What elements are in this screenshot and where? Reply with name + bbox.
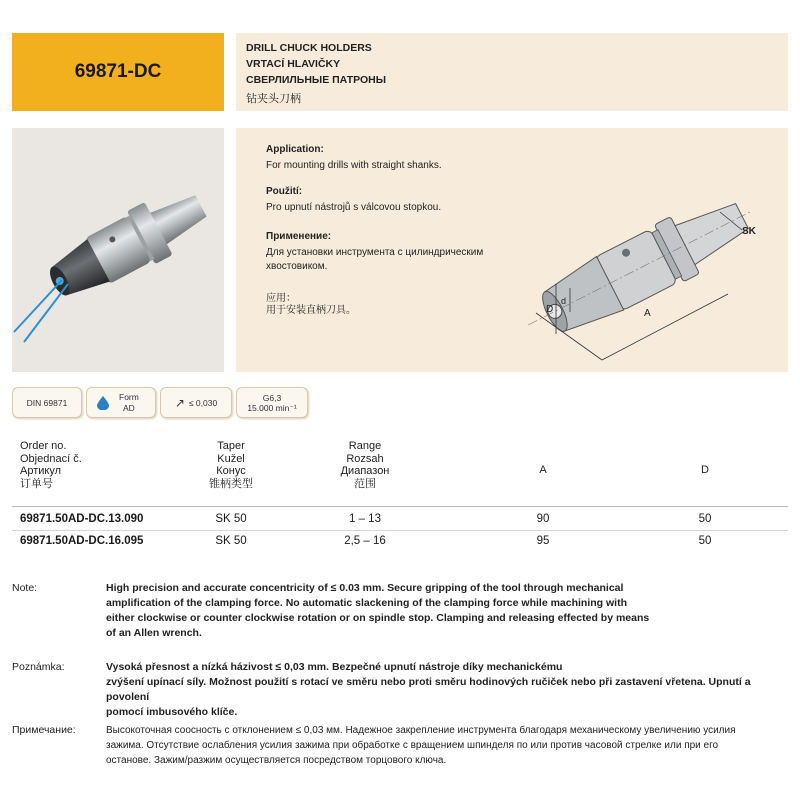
application-heading-cz: Použití: bbox=[266, 186, 303, 197]
product-photo bbox=[12, 128, 224, 372]
cell-range: 1 – 13 bbox=[349, 513, 381, 525]
col-header-order bbox=[20, 440, 82, 490]
form-badge bbox=[86, 387, 156, 418]
note-ru-line: зажима. Отсутствие ослабления усилия зажима при обработке с вращением шпинделя по или против часовой стрелке или при его bbox=[106, 740, 719, 751]
table-row-divider bbox=[12, 530, 788, 531]
holder-outline bbox=[524, 183, 765, 354]
cell-taper: SK 50 bbox=[215, 535, 247, 547]
coolant-drop-icon bbox=[97, 396, 109, 410]
dim-label-a: A bbox=[644, 308, 651, 319]
cell-range: 2,5 – 16 bbox=[344, 535, 386, 547]
runout-arrow-icon: ↗ bbox=[174, 395, 185, 410]
technical-drawing bbox=[524, 166, 784, 366]
header-taper-en: Taper bbox=[217, 440, 245, 452]
header-taper-cz: Kužel bbox=[217, 452, 245, 465]
cell-order: 69871.50AD-DC.16.095 bbox=[20, 535, 144, 547]
application-text-ru-1: Для установки инструмента с цилиндрическим bbox=[266, 247, 484, 258]
note-cz-line: Vysoká přesnost a nízká házivost ≤ 0,03 mm. Bezpečné upnutí nástroje díky mechanickému bbox=[106, 661, 563, 673]
header-order-ru: Артикул bbox=[20, 465, 62, 477]
runout-badge bbox=[160, 387, 232, 418]
header-order-zh: 订单号 bbox=[20, 477, 53, 490]
dim-label-d-lower: d bbox=[561, 296, 567, 306]
application-text-cz: Pro upnutí nástrojů s válcovou stopkou. bbox=[266, 202, 442, 213]
application-heading-zh: 应用： bbox=[266, 293, 296, 304]
din-badge bbox=[12, 387, 82, 418]
cell-a: 95 bbox=[536, 535, 550, 547]
application-box bbox=[236, 128, 788, 372]
title-zh: 钻夹头刀柄 bbox=[246, 93, 301, 105]
runout-value: ≤ 0,030 bbox=[188, 397, 218, 408]
application-text-ru-2: хвостовиком. bbox=[266, 261, 328, 272]
balance-grade: G6,3 bbox=[262, 392, 282, 403]
cell-taper: SK 50 bbox=[215, 513, 247, 525]
header-taper-ru: Конус bbox=[216, 465, 246, 477]
product-code: 69871-DC bbox=[74, 61, 162, 82]
application-heading-en: Application: bbox=[266, 144, 324, 155]
col-header-range bbox=[310, 440, 420, 490]
note-text-cz bbox=[106, 660, 786, 720]
dim-label-d-upper: D bbox=[546, 304, 554, 315]
product-code-box bbox=[12, 33, 224, 111]
header-order-cz: Objednací č. bbox=[20, 452, 82, 465]
cell-order: 69871.50AD-DC.13.090 bbox=[20, 513, 144, 525]
header-range-ru: Диапазон bbox=[340, 465, 390, 477]
dim-label-sk: SK bbox=[742, 226, 756, 237]
form-value: AD bbox=[123, 402, 135, 413]
note-label-en: Note: bbox=[12, 582, 38, 594]
application-heading-ru: Применение: bbox=[266, 231, 332, 242]
application-text-en: For mounting drills with straight shanks. bbox=[266, 160, 442, 171]
header-order-en: Order no. bbox=[20, 440, 67, 452]
note-en-line: High precision and accurate concentricity of ≤ 0.03 mm. Secure gripping of the tool through mechanical bbox=[106, 582, 624, 594]
col-header-a: A bbox=[539, 464, 547, 476]
note-en-line: either clockwise or counter clockwise rotation or on spindle stop. Clamping and releasing effected by means bbox=[106, 612, 650, 624]
cell-d: 50 bbox=[698, 513, 712, 525]
note-en-line: amplification of the clamping force. No automatic slackening of the clamping force while machining with bbox=[106, 597, 627, 609]
header-range-zh: 范围 bbox=[354, 477, 376, 490]
note-label-ru: Примечание: bbox=[12, 724, 76, 736]
balance-badge bbox=[236, 387, 308, 418]
drill-chuck-photo bbox=[12, 128, 224, 372]
col-header-d: D bbox=[701, 464, 709, 476]
cell-a: 90 bbox=[536, 513, 550, 525]
note-cz-line: pomocí imbusového klíče. bbox=[106, 706, 238, 718]
table-header-divider bbox=[12, 506, 788, 507]
note-text-ru bbox=[106, 723, 786, 768]
note-text-en bbox=[106, 581, 786, 641]
form-label: Form bbox=[119, 391, 139, 402]
header-range-cz: Rozsah bbox=[346, 452, 384, 465]
header-range-en: Range bbox=[348, 440, 382, 452]
note-ru-line: Высокоточная соосность с отклонением ≤ 0,03 мм. Надежное закрепление инструмента благодаря механическому увеличению усилия bbox=[106, 725, 736, 736]
note-cz-line: zvýšení upínací síly. Možnost použití s rotací ve směru nebo proti směru hodinových ručiček nebo při zastavení vřetena. Upnutí a povolení bbox=[106, 676, 751, 703]
title-en: DRILL CHUCK HOLDERS bbox=[246, 42, 372, 54]
note-label-cz: Poznámka: bbox=[12, 661, 65, 673]
note-en-line: of an Allen wrench. bbox=[106, 627, 202, 639]
title-cz: VRTACÍ HLAVIČKY bbox=[246, 58, 341, 70]
application-text-zh: 用于安装直柄刀具。 bbox=[266, 305, 356, 316]
note-ru-line: останове. Зажим/разжим осуществляется посредством торцового ключа. bbox=[106, 755, 447, 766]
title-box bbox=[236, 33, 788, 111]
title-ru: СВЕРЛИЛЬНЫЕ ПАТРОНЫ bbox=[246, 74, 387, 86]
din-standard: DIN 69871 bbox=[26, 397, 68, 408]
col-header-taper bbox=[196, 440, 266, 490]
header-taper-zh: 锥柄类型 bbox=[209, 477, 253, 490]
balance-speed: 15.000 min⁻¹ bbox=[247, 402, 297, 413]
cell-d: 50 bbox=[698, 535, 712, 547]
